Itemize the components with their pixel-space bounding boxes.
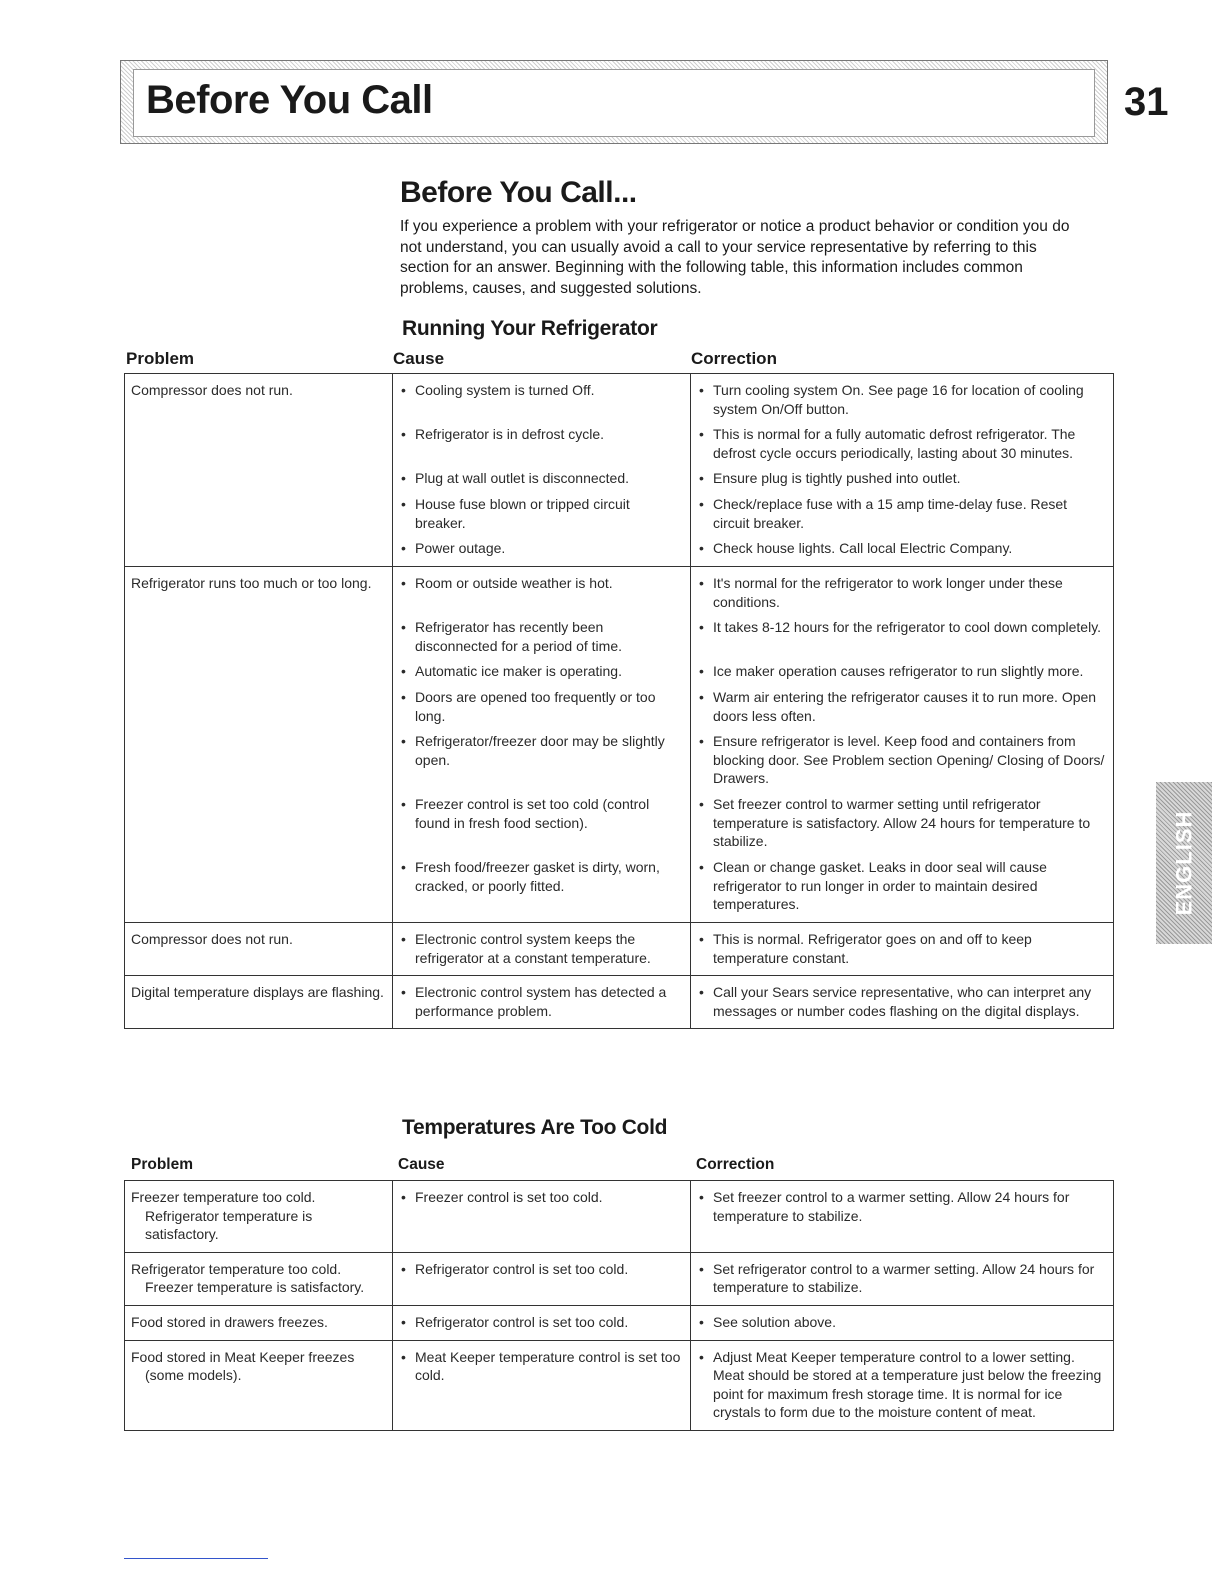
problem-cell	[125, 1252, 393, 1305]
cause-cell	[393, 1305, 691, 1340]
cause-item: • Room or outside weather is hot.	[399, 574, 684, 611]
correction-cell	[691, 374, 1114, 567]
cause-cell	[393, 976, 691, 1029]
cause-item: • Refrigerator/freezer door may be slightly open.	[399, 732, 684, 788]
cause-item: • Plug at wall outlet is disconnected.	[399, 469, 684, 488]
correction-item: • It's normal for the refrigerator to work longer under these conditions.	[697, 574, 1107, 611]
table-row	[125, 1181, 1114, 1253]
correction-item: • Ice maker operation causes refrigerator to run slightly more.	[697, 662, 1107, 681]
footer-rule	[124, 1558, 268, 1559]
cause-cell	[393, 1340, 691, 1430]
correction-list	[697, 381, 1107, 558]
correction-item: • Turn cooling system On. See page 16 for location of cooling system On/Off button.	[697, 381, 1107, 418]
problem-text: Refrigerator runs too much or too long.	[131, 575, 372, 591]
problem-cell	[125, 1340, 393, 1430]
correction-item: • This is normal. Refrigerator goes on and off to keep temperature constant.	[697, 930, 1107, 967]
cause-list	[399, 1260, 684, 1297]
problem-text: Freezer temperature too cold. Refrigerator temperature is satisfactory.	[131, 1189, 316, 1242]
correction-list	[697, 1260, 1107, 1297]
correction-item: • Set refrigerator control to a warmer setting. Allow 24 hours for temperature to stabilize.	[697, 1260, 1107, 1297]
correction-item: • Adjust Meat Keeper temperature control to a lower setting. Meat should be stored at a temperature just below the freezing point for maximum fresh storage time. It is normal for ice crystals to form due to the moisture content of meat.	[697, 1348, 1107, 1422]
problem-cell	[125, 1305, 393, 1340]
cause-cell	[393, 923, 691, 976]
correction-cell	[691, 1252, 1114, 1305]
correction-list	[697, 1313, 1107, 1332]
section-intro: If you experience a problem with your refrigerator or notice a product behavior or condition you do not understand, you can usually avoid a call to your service representative by referring to this section for an answer. Beginning with the following table, this information includes common problems, causes, and suggested solutions.	[400, 218, 1070, 297]
correction-item: • It takes 8-12 hours for the refrigerator to cool down completely.	[697, 618, 1107, 655]
correction-item: • Clean or change gasket. Leaks in door seal will cause refrigerator to run longer in order to maintain desired temperatures.	[697, 858, 1107, 914]
cold-col-correction: Correction	[696, 1156, 775, 1173]
correction-item: • Warm air entering the refrigerator causes it to run more. Open doors less often.	[697, 688, 1107, 725]
table-row	[125, 1305, 1114, 1340]
cause-item: • Electronic control system has detected a performance problem.	[399, 983, 684, 1020]
cause-item: • Refrigerator is in defrost cycle.	[399, 425, 684, 462]
table-row	[125, 976, 1114, 1029]
cause-list	[399, 1348, 684, 1422]
running-col-cause: Cause	[393, 349, 445, 368]
page-header-inner	[133, 69, 1095, 137]
correction-cell	[691, 1181, 1114, 1253]
correction-cell	[691, 1305, 1114, 1340]
problem-cell	[125, 374, 393, 567]
cause-item: • Meat Keeper temperature control is set too cold.	[399, 1348, 684, 1422]
cold-heading: Temperatures Are Too Cold	[402, 1116, 668, 1139]
cause-item: • Automatic ice maker is operating.	[399, 662, 684, 681]
running-col-correction: Correction	[691, 349, 777, 368]
correction-item: • Check house lights. Call local Electric Company.	[697, 539, 1107, 558]
correction-cell	[691, 567, 1114, 923]
correction-item: • Call your Sears service representative, who can interpret any messages or number codes flashing on the digital displays.	[697, 983, 1107, 1020]
table-row	[125, 567, 1114, 923]
cold-col-problem: Problem	[131, 1156, 194, 1173]
page-header	[120, 60, 1108, 144]
problem-cell	[125, 976, 393, 1029]
problem-cell	[125, 1181, 393, 1253]
correction-cell	[691, 976, 1114, 1029]
correction-item: • This is normal for a fully automatic defrost refrigerator. The defrost cycle occurs periodically, lasting about 30 minutes.	[697, 425, 1107, 462]
cause-item: • Refrigerator has recently been disconnected for a period of time.	[399, 618, 684, 655]
correction-cell	[691, 1340, 1114, 1430]
cause-cell	[393, 567, 691, 923]
cause-list	[399, 1313, 684, 1332]
table-row	[125, 1340, 1114, 1430]
cause-cell	[393, 374, 691, 567]
cause-list	[399, 930, 684, 967]
problem-text: Compressor does not run.	[131, 382, 293, 398]
correction-list	[697, 574, 1107, 914]
language-tab-label: ENGLISH	[1171, 810, 1197, 916]
correction-list	[697, 1348, 1107, 1422]
cause-item: • Refrigerator control is set too cold.	[399, 1260, 684, 1297]
problem-text: Food stored in drawers freezes.	[131, 1313, 328, 1330]
problem-text: Food stored in Meat Keeper freezes (some models).	[131, 1348, 355, 1383]
correction-list	[697, 1188, 1107, 1225]
cause-list	[399, 1188, 684, 1225]
header-title: Before You Call	[146, 78, 433, 122]
table-row	[125, 374, 1114, 567]
cause-item: • Doors are opened too frequently or too long.	[399, 688, 684, 725]
problem-text: Refrigerator temperature too cold. Freezer temperature is satisfactory.	[131, 1260, 365, 1295]
correction-item: • See solution above.	[697, 1313, 1107, 1332]
cold-col-cause: Cause	[398, 1156, 445, 1173]
correction-list	[697, 930, 1107, 967]
correction-item: • Ensure refrigerator is level. Keep food and containers from blocking door. See Problem section Opening/ Closing of Doors/ Drawers.	[697, 732, 1107, 788]
cause-item: • Freezer control is set too cold (control found in fresh food section).	[399, 795, 684, 851]
cause-item: • Refrigerator control is set too cold.	[399, 1313, 684, 1332]
cause-item: • Cooling system is turned Off.	[399, 381, 684, 418]
cause-item: • Fresh food/freezer gasket is dirty, worn, cracked, or poorly fitted.	[399, 858, 684, 914]
cause-item: • Freezer control is set too cold.	[399, 1188, 684, 1225]
cause-cell	[393, 1252, 691, 1305]
table-row	[125, 1252, 1114, 1305]
cause-item: • Electronic control system keeps the refrigerator at a constant temperature.	[399, 930, 684, 967]
running-col-problem: Problem	[126, 349, 195, 368]
correction-cell	[691, 923, 1114, 976]
cold-table	[124, 1180, 1114, 1431]
cause-item: • Power outage.	[399, 539, 684, 558]
cause-item: • House fuse blown or tripped circuit breaker.	[399, 495, 684, 532]
cause-list	[399, 381, 684, 558]
correction-item: • Set freezer control to warmer setting until refrigerator temperature is satisfactory. Allow 24 hours for temperature to stabilize.	[697, 795, 1107, 851]
problem-text: Digital temperature displays are flashing.	[131, 984, 384, 1000]
table-row	[125, 923, 1114, 976]
correction-list	[697, 983, 1107, 1020]
problem-text: Compressor does not run.	[131, 931, 293, 947]
correction-item: • Check/replace fuse with a 15 amp time-delay fuse. Reset circuit breaker.	[697, 495, 1107, 532]
running-heading: Running Your Refrigerator	[402, 317, 658, 340]
cause-list	[399, 983, 684, 1020]
correction-item: • Ensure plug is tightly pushed into outlet.	[697, 469, 1107, 488]
problem-cell	[125, 567, 393, 923]
section-title: Before You Call...	[400, 176, 637, 209]
running-table	[124, 373, 1114, 1029]
problem-cell	[125, 923, 393, 976]
correction-item: • Set freezer control to a warmer setting. Allow 24 hours for temperature to stabilize.	[697, 1188, 1107, 1225]
page-number: 31	[1124, 80, 1169, 124]
cause-cell	[393, 1181, 691, 1253]
cause-list	[399, 574, 684, 914]
language-tab	[1156, 782, 1212, 944]
